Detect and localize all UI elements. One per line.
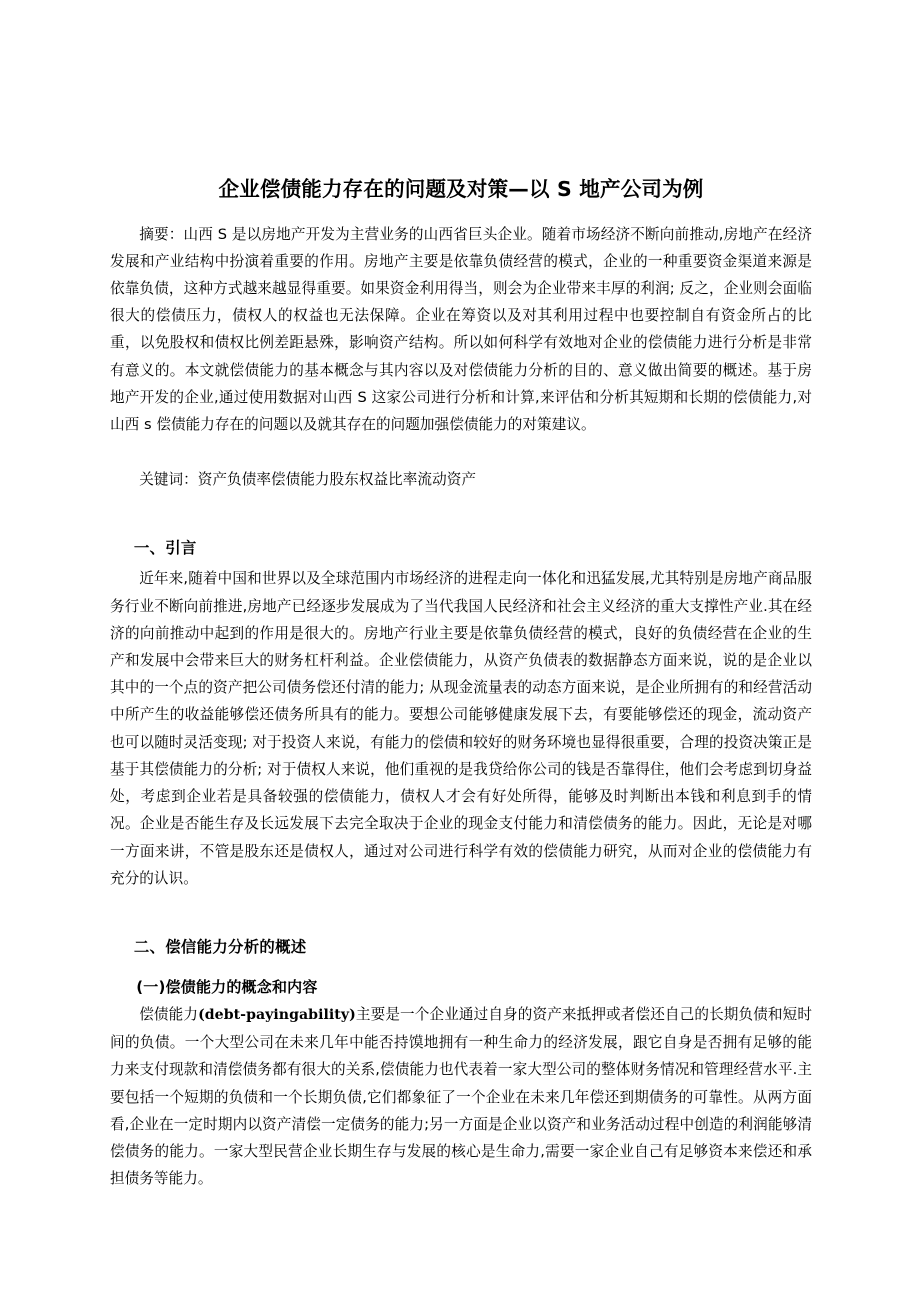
concept-paragraph — [110, 1001, 812, 1192]
document-content — [110, 0, 812, 1192]
page-title: 企业偿债能力存在的问题及对策—以 S 地产公司为例 — [218, 177, 704, 201]
section-heading-introduction: 一、引言 — [133, 539, 197, 558]
section-heading-overview: 二、偿信能力分析的概述 — [133, 937, 307, 956]
debt-paying-ability-term: (debt-payingability) — [198, 1006, 356, 1023]
abstract-paragraph: 摘要：山西 S 是以房地产开发为主营业务的山西省巨头企业。随着市场经济不断向前推动,房地产在经济发展和产业结构中扮演着重要的作用。房地产主要是依靠负债经营的模式，企业的一种重要资金渠道来源是依靠负债，这种方式越来越显得重要。如果资金利用得当，则会为企业带来丰厚的利润; 反之，企业则会面临很大的偿债压力，债权人的权益也无法保障。企业在筹资以及对其利用过程中也要控制自有资金所占的比重，以免股权和债权比例差距悬殊，影响资产结构。所以如何科学有效地对企业的偿债能力进行分析是非常有意义的。本文就偿债能力的基本概念与其内容以及对偿债能力分析的目的、意义做出简要的概述。基于房地产开发的企业,通过使用数据对山西 S 这家公司进行分析和计算,来评估和分析其短期和长期的偿债能力,对山西 s 偿债能力存在的问题以及就其存在的问题加强偿债能力的对策建议。 — [110, 225, 812, 434]
subsection-heading-concept: (一)偿债能力的概念和内容 — [136, 977, 318, 996]
concept-paragraph-prefix: 偿债能力 — [139, 1005, 199, 1023]
keywords-line: 关键词：资产负债率偿债能力股东权益比率流动资产 — [139, 471, 476, 489]
introduction-paragraph: 近年来,随着中国和世界以及全球范围内市场经济的进程走向一体化和迅猛发展,尤其特别是房地产商品服务行业不断向前推进,房地产已经逐步发展成为了当代我国人民经济和社会主义经济的重大支撑性产业.其在经济的向前推动中起到的作用是很大的。房地产行业主要是依靠负债经营的模式，良好的负债经营在企业的生产和发展中会带来巨大的财务杠杆利益。企业偿债能力，从资产负债表的数据静态方面来说，说的是企业以其中的一个点的资产把公司债务偿还付清的能力; 从现金流量表的动态方面来说，是企业所拥有的和经营活动中所产生的收益能够偿还债务所具有的能力。要想公司能够健康发展下去，有要能够偿还的现金，流动资产也可以随时灵活变现; 对于投资人来说，有能力的偿债和较好的财务环境也显得很重要，合理的投资决策正是基于其偿债能力的分析; 对于债权人来说，他们重视的是我贷给你公司的钱是否靠得住，他们会考虑到切身益处，考虑到企业若是具备较强的偿债能力，债权人才会有好处所得，能够及时判断出本钱和利息到手的情况。企业是否能生存及长远发展下去完全取决于企业的现金支付能力和清偿债务的能力。因此，无论是对哪一方面来讲，不管是股东还是债权人，通过对公司进行科学有效的偿债能力研究，从而对企业的偿债能力有充分的认识。 — [110, 570, 812, 887]
concept-paragraph-rest: 主要是一个企业通过自身的资产来抵押或者偿还自己的长期负债和短时间的负债。一个大型公司在未来几年中能否持馍地拥有一种生命力的经济发展，跟它自身是否拥有足够的能力来支付现款和清偿债务都有很大的关系,偿债能力也代表着一家大型公司的整体财务情况和管理经营水平.主要包括一个短期的负债和一个长期负债,它们都象征了一个企业在未来几年偿还到期债务的可靠性。从两方面看,企业在一定时期内以资产清偿一定债务的能力;另一方面是企业以资产和业务活动过程中创造的利润能够清偿债务的能力。一家大型民营企业长期生存与发展的核心是生命力,需要一家企业自己有足够资本来偿还和承担债务等能力。 — [110, 1005, 813, 1188]
